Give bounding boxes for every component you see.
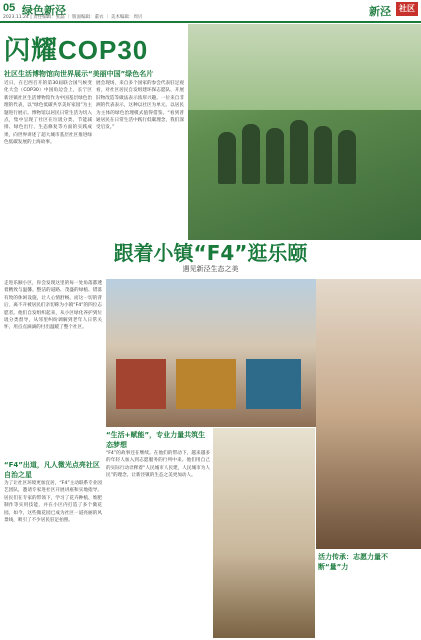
article2-section-c-title: 活力传承：志愿力量不断“量”力: [318, 553, 388, 571]
article2-body-a: 走进乐颐小区，你会发现这里的每一处角落都透着精致与温馨。整洁的道路、茂盛的绿植、错落有致的休闲设施，让人心情舒畅。而这一切的背后，离不开被居民们亲切称为小镇“F4”的四位志愿者。他们自发组织起来，从小区绿化养护到垃圾分类督导，从邻里纠纷调解到老年人日常关怀，用点点滴滴的付出温暖了整个社区。: [4, 281, 102, 331]
page-header: [0, 0, 421, 22]
photo-people: [218, 94, 378, 184]
article2-byline: 遇见新泾生态之美: [182, 265, 239, 273]
volunteer-photo: [316, 279, 421, 549]
cop30-photo: [188, 24, 421, 240]
article1-body-col2: 展会现场，来自多个国家的参会代表驻足观看，对社区居民自发组建环保志愿队、开展旧物改造等做法表示浓厚兴趣。一位来自非洲的代表表示，这种以社区为单元、以居民为主体的绿色治理模式值得借鉴。“看到普通居民在日常生活中践行低碳理念，我们深受启发。”: [96, 81, 184, 131]
brand-logo: 社区: [396, 2, 418, 16]
article2-body-c: “F4”的故事还在继续。在他们的带动下，越来越多的年轻人加入到志愿服务的行列中来。他们用自己的实际行动诠释着“人民城市人民建，人民城市为人民”的理念，让新泾镇的生态之美更加动人。: [106, 451, 210, 479]
garden-photo: [213, 428, 315, 638]
article1-subtitle: 社区生活博物馆向世界展示“美丽中国”绿色名片: [4, 70, 154, 78]
section-title: 绿色新泾: [22, 4, 66, 17]
header-meta: 2023.11.24 | 责任编辑：张磊 ｜ 版面编辑：董衣 ｜ 美术编辑：周贝: [3, 15, 143, 20]
article2-section-b-title: “生活+赋能”，专业力量共筑生态梦想: [106, 431, 206, 449]
market-photo: [106, 279, 316, 427]
page-number: 05: [3, 2, 16, 14]
article1-headline: 闪耀COP30: [4, 35, 149, 65]
article1-body-col1: 近日，在巴西召开的第30届联合国气候变化大会（COP30）中国角边会上，长宁区新泾镇社区生活博物馆作为中国基层绿色治理的代表，以“绿色低碳共享美好家园”为主题进行展示。博物馆以居民日常生活为切入点，集中呈现了社区在垃圾分类、节能减排、绿色出行、生态修复等方面的实践成果，向世界讲述了超大城市基层社区推进绿色低碳发展的上海故事。: [4, 81, 92, 146]
article2-body-b: 为了让社区环境更加宜居，“F4”主动联系专业园艺团队，邀请专家进社区开展讲座和实地指导。居民们在专家的带领下，学习了花卉种植、堆肥制作等实用技能，并在小区内打造了多个微花园。如今，这些微花园已成为社区一道亮丽的风景线，吸引了不少居民驻足拍照。: [4, 481, 102, 524]
article2-headline: 跟着小镇“F4”逛乐颐: [113, 241, 308, 265]
header-rule: [0, 21, 421, 23]
article2-section-a-title: “F4”出道，凡人微光点亮社区自治之星: [4, 461, 100, 479]
brand-title: 新泾: [369, 5, 391, 18]
